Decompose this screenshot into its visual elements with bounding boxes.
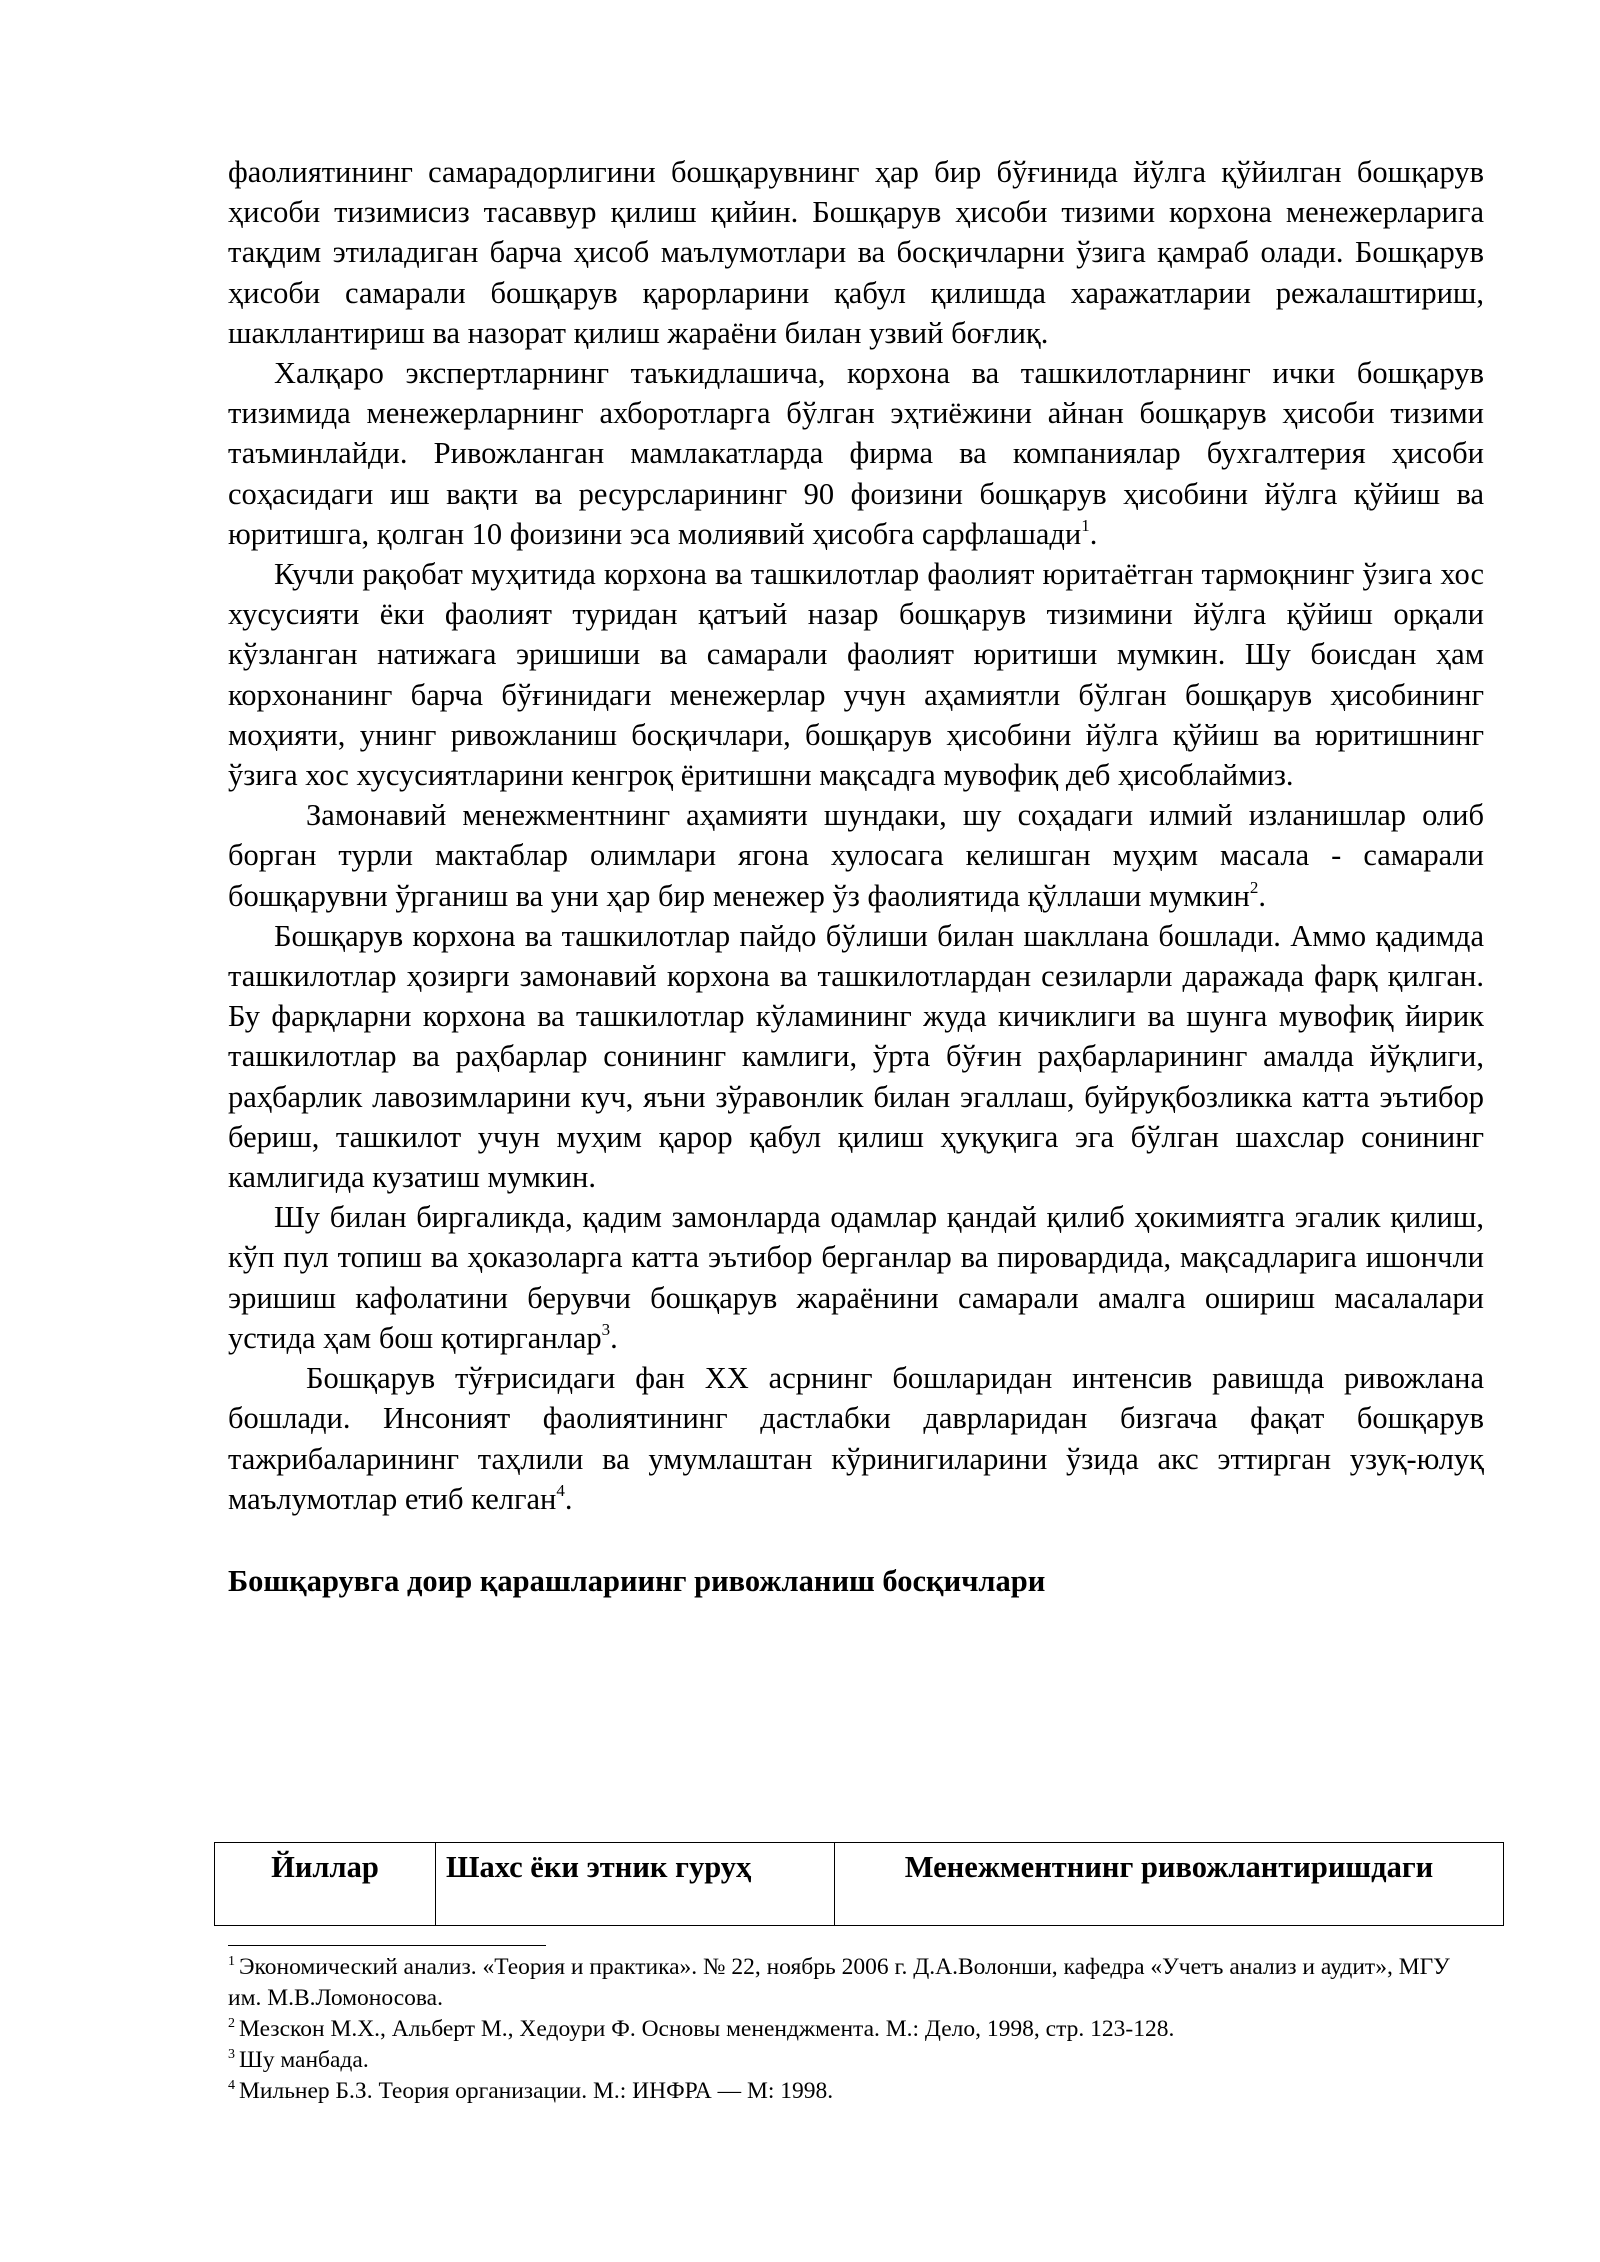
table-header-person: Шахс ёки этник гуруҳ bbox=[436, 1843, 835, 1926]
footnote-2 bbox=[228, 2014, 1486, 2045]
footnote-ref-3[interactable]: 3 bbox=[601, 1319, 611, 1339]
paragraph-text: Кучли рақобат муҳитида корхона ва ташкилотлар фаолият юритаётган тармоқнинг ўзига хос хусусияти ёки фаолият туридан қатъий назар бошқарув тизимини йўлга қўйиш орқали кўзланган натижага эришиши ва самарали фаолият юритиши мумкин. Шу боисдан ҳам корхонанинг барча бўғинидаги менежерлар учун аҳамиятли бўлган бошқарув ҳисобининг моҳияти, унинг ривожланиш босқичлари, бошқарув ҳисобини йўлга қўйиш ва юритишнинг ўзига хос хусусиятларини кенгроқ ёритишни мақсадга мувофиқ деб ҳисоблаймиз. bbox=[228, 557, 1484, 793]
footnote-number: 1 bbox=[228, 1954, 235, 1969]
sentence-end: . bbox=[1258, 878, 1267, 913]
footnote-text: Мильнер Б.З. Теория организации. М.: ИНФРА — М: 1998. bbox=[239, 2078, 834, 2104]
paragraph-text: Шу билан биргаликда, қадим замонларда одамлар қандай қилиб ҳокимиятга эгалик қилиш, кўп пул топиш ва ҳоказоларга катта эътибор берганлар ва пировардида, мақсадларига ишончли эришиш кафолатини берувчи бошқарув жараёнини самарали амалга ошириш масалалари устида ҳам бош қотирганлар bbox=[228, 1200, 1484, 1355]
footnote-ref-2[interactable]: 2 bbox=[1249, 877, 1259, 897]
footnotes bbox=[228, 1952, 1486, 2107]
table-header-years: Йиллар bbox=[215, 1843, 436, 1926]
paragraph-6 bbox=[228, 1197, 1484, 1358]
footnote-number: 2 bbox=[228, 2016, 235, 2031]
paragraph-text: Бошқарув корхона ва ташкилотлар пайдо бўлиши билан шакллана бошлади. Аммо қадимда ташкилотлар ҳозирги замонавий корхона ва ташкилотлардан сезиларли даражада фарқ қилган. Бу фарқларни корхона ва ташкилотлар кўламининг жуда кичиклиги ва шунга мувофиқ йирик ташкилотлар ва раҳбарлар сонининг камлиги, ўрта бўғин раҳбарларининг амалда йўқлиги, раҳбарлик лавозимларини куч, яъни зўравонлик билан эгаллаш, буйруқбозликка катта эътибор бериш, ташкилот учун муҳим қарор қабул қилиш ҳуқуқига эга бўлган шахслар сонининг камлигида кузатиш мумкин. bbox=[228, 918, 1484, 1195]
footnote-number: 3 bbox=[228, 2047, 235, 2062]
sentence-end: . bbox=[564, 1481, 573, 1516]
sentence-end: . bbox=[610, 1320, 618, 1355]
section-heading: Бошқарувга доир қарашлариинг ривожланиш босқичлари bbox=[228, 1563, 1046, 1598]
footnote-text: Экономический анализ. «Теория и практика». № 22, ноябрь 2006 г. Д.А.Волонши, кафедра «Учетъ анализ и аудит», МГУ им. М.В.Ломоносова. bbox=[228, 1954, 1450, 2011]
paragraph-text: фаолиятининг самарадорлигини бошқарувнинг ҳар бир бўғинида йўлга қўйилган бошқарув ҳисоби тизимисиз тасаввур қилиш қийин. Бошқарув ҳисоби тизими корхона менежерларига тақдим этиладиган барча ҳисоб маълумотлари ва босқичларни ўзига қамраб олади. Бошқарув ҳисоби самарали бошқарув қарорларини қабул қилишда харажатларии режалаштириш, шакллантириш ва назорат қилиш жараёни билан узвий боғлиқ. bbox=[228, 155, 1484, 350]
paragraph-5 bbox=[228, 916, 1484, 1197]
paragraph-7 bbox=[228, 1358, 1484, 1519]
table-header-management: Менежментнинг ривожлантиришдаги bbox=[835, 1843, 1504, 1926]
paragraph-text: Бошқарув тўғрисидаги фан XX асрнинг бошларидан интенсив равишда ривожлана бошлади. Инсоният фаолиятининг дастлабки даврларидан бизгача фақат бошқарув тажрибаларининг таҳлили ва умумлаштан кўринигиларини ўзида акс эттирган узуқ-юлуқ маълумотлар етиб келган bbox=[228, 1361, 1484, 1516]
paragraph-1 bbox=[228, 152, 1484, 353]
footnote-4 bbox=[228, 2076, 1486, 2107]
footnote-text: Мезскон М.Х., Альберт М., Хедоури Ф. Основы мененджмента. М.: Дело, 1998, стр. 123-128. bbox=[239, 2016, 1175, 2042]
table-header-row bbox=[215, 1843, 1504, 1926]
paragraph-text: Замонавий менежментнинг аҳамияти шундаки, шу соҳадаги илмий изланишлар олиб борган турли мактаблар олимлари ягона хулосага келишган муҳим масала - самарали бошқарувни ўрганиш ва уни ҳар бир менежер ўз фаолиятида қўллаши мумкин bbox=[228, 798, 1484, 913]
footnote-3 bbox=[228, 2045, 1486, 2076]
footnote-ref-4[interactable]: 4 bbox=[556, 1480, 565, 1500]
footnote-ref-1[interactable]: 1 bbox=[1081, 515, 1090, 535]
footnote-separator bbox=[228, 1945, 546, 1946]
paragraph-2 bbox=[228, 353, 1484, 554]
paragraph-text: Халқаро экспертларнинг таъкидлашича, корхона ва ташкилотларнинг ички бошқарув тизимида менежерларнинг ахборотларга бўлган эҳтиёжини айнан бошқарув ҳисоби тизими таъминлайди. Ривожланган мамлакатларда фирма ва компаниялар бухгалтерия ҳисоби соҳасидаги иш вақти ва ресурсларининг 90 фоизини бошқарув ҳисобини йўлга қўйиш ва юритишга, қолган 10 фоизини эса молиявий ҳисобга сарфлашади bbox=[228, 356, 1484, 551]
stages-table bbox=[214, 1842, 1504, 1926]
paragraph-4 bbox=[228, 795, 1484, 916]
document-body bbox=[228, 152, 1484, 1601]
footnote-text: Шу манбада. bbox=[239, 2047, 369, 2073]
footnote-1 bbox=[228, 1952, 1486, 2014]
sentence-end: . bbox=[1089, 516, 1098, 551]
paragraph-3 bbox=[228, 554, 1484, 795]
footnote-number: 4 bbox=[228, 2078, 235, 2093]
